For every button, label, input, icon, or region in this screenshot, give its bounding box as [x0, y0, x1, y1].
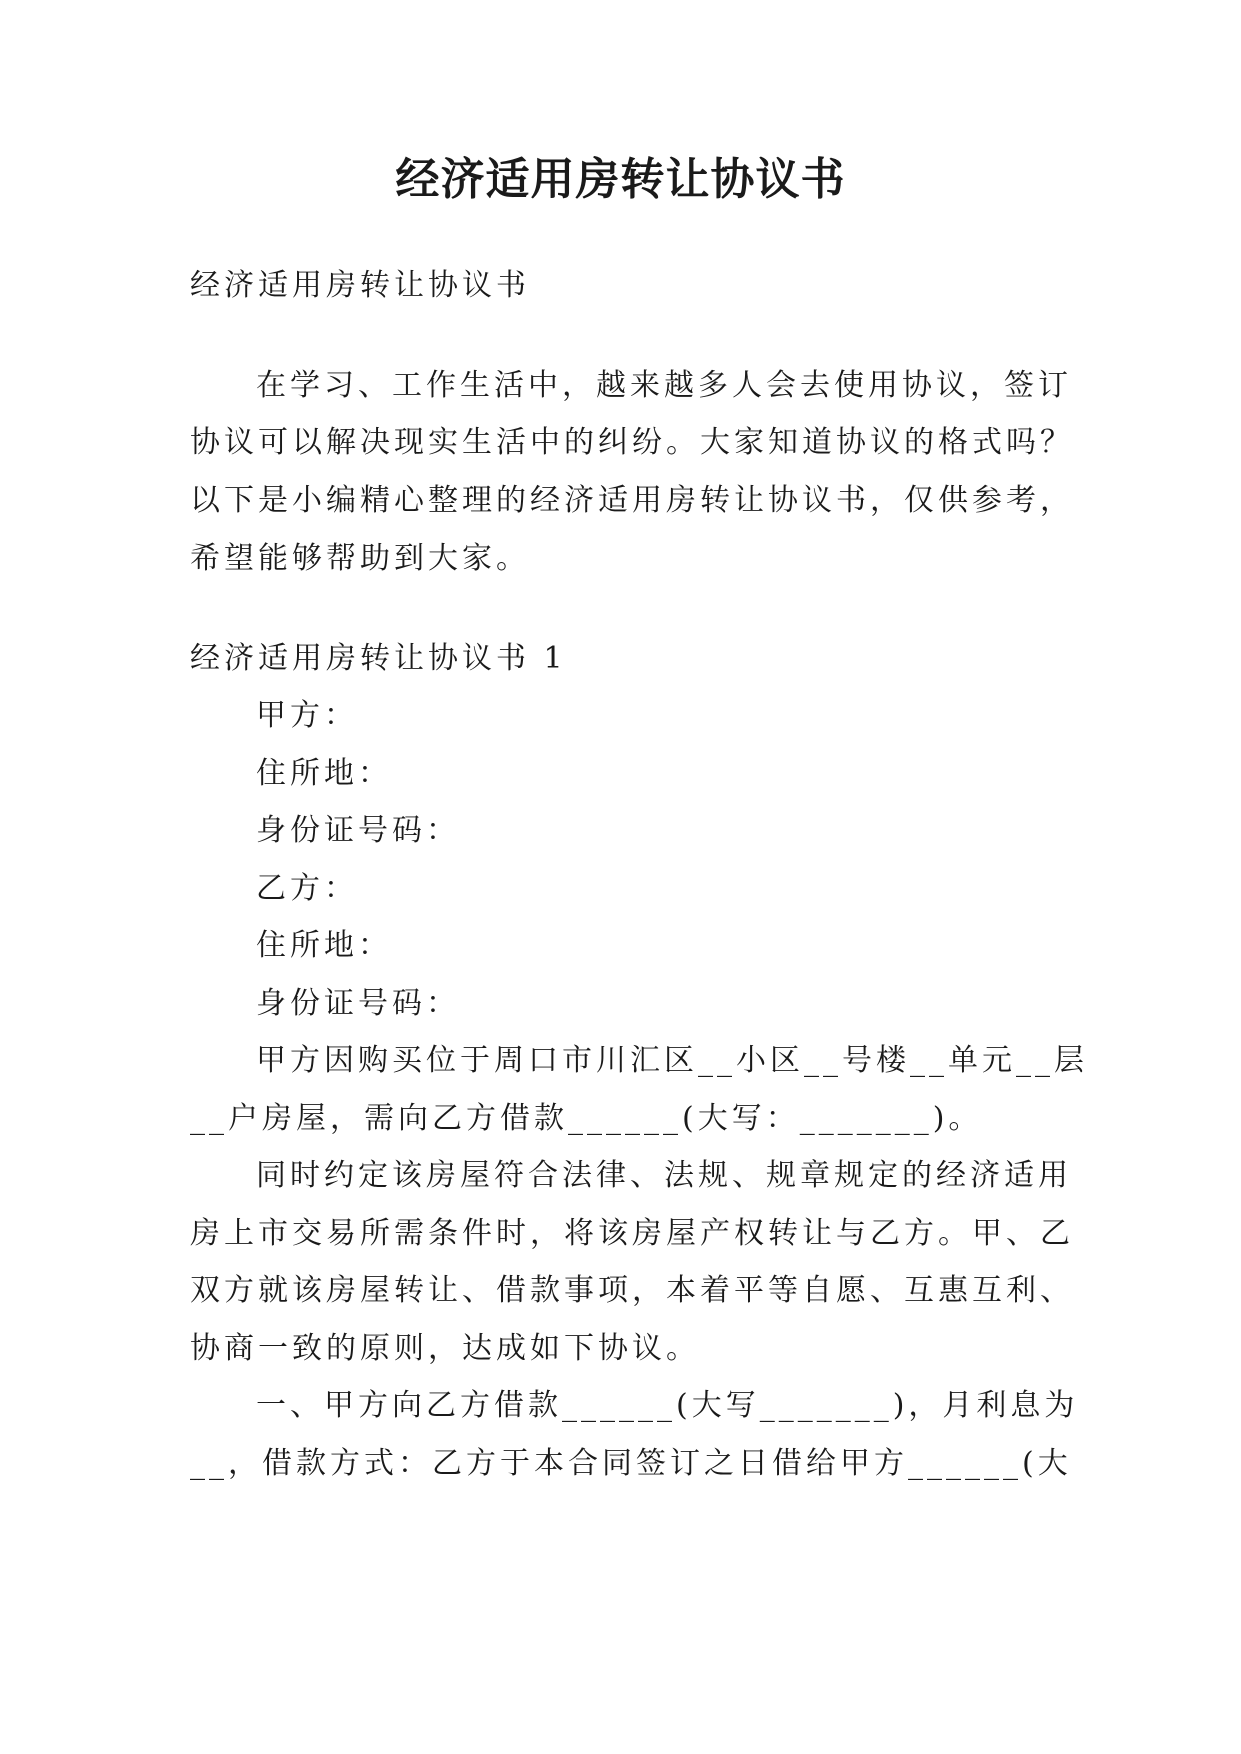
document-title: 经济适用房转让协议书: [395, 154, 846, 205]
body-line: 双方就该房屋转让、借款事项，本着平等自愿、互惠互利、: [190, 1273, 1074, 1308]
document-subtitle: 经济适用房转让协议书: [190, 268, 530, 303]
party-b-id-label: 身份证号码：: [256, 986, 460, 1021]
intro-line: 在学习、工作生活中，越来越多人会去使用协议，签订: [256, 368, 1072, 403]
party-a-label: 甲方：: [256, 698, 358, 733]
intro-line: 以下是小编精心整理的经济适用房转让协议书，仅供参考，: [190, 483, 1074, 518]
party-a-address-label: 住所地：: [256, 756, 392, 791]
body-line: __户房屋，需向乙方借款______(大写：_______)。: [190, 1101, 983, 1136]
body-line: __，借款方式：乙方于本合同签订之日借给甲方______(大: [190, 1446, 1072, 1481]
party-b-label: 乙方：: [256, 871, 358, 906]
body-line: 同时约定该房屋符合法律、法规、规章规定的经济适用: [256, 1158, 1072, 1193]
body-line: 甲方因购买位于周口市川汇区__小区__号楼__单元__层: [256, 1043, 1088, 1078]
party-a-id-label: 身份证号码：: [256, 813, 460, 848]
body-line: 一、甲方向乙方借款______(大写_______)，月利息为: [256, 1388, 1079, 1423]
body-line: 房上市交易所需条件时，将该房屋产权转让与乙方。甲、乙: [190, 1216, 1074, 1251]
intro-line: 希望能够帮助到大家。: [190, 541, 530, 576]
intro-line: 协议可以解决现实生活中的纠纷。大家知道协议的格式吗？: [190, 425, 1074, 460]
section-heading: 经济适用房转让协议书 1: [190, 641, 567, 676]
party-b-address-label: 住所地：: [256, 928, 392, 963]
body-line: 协商一致的原则，达成如下协议。: [190, 1331, 700, 1366]
